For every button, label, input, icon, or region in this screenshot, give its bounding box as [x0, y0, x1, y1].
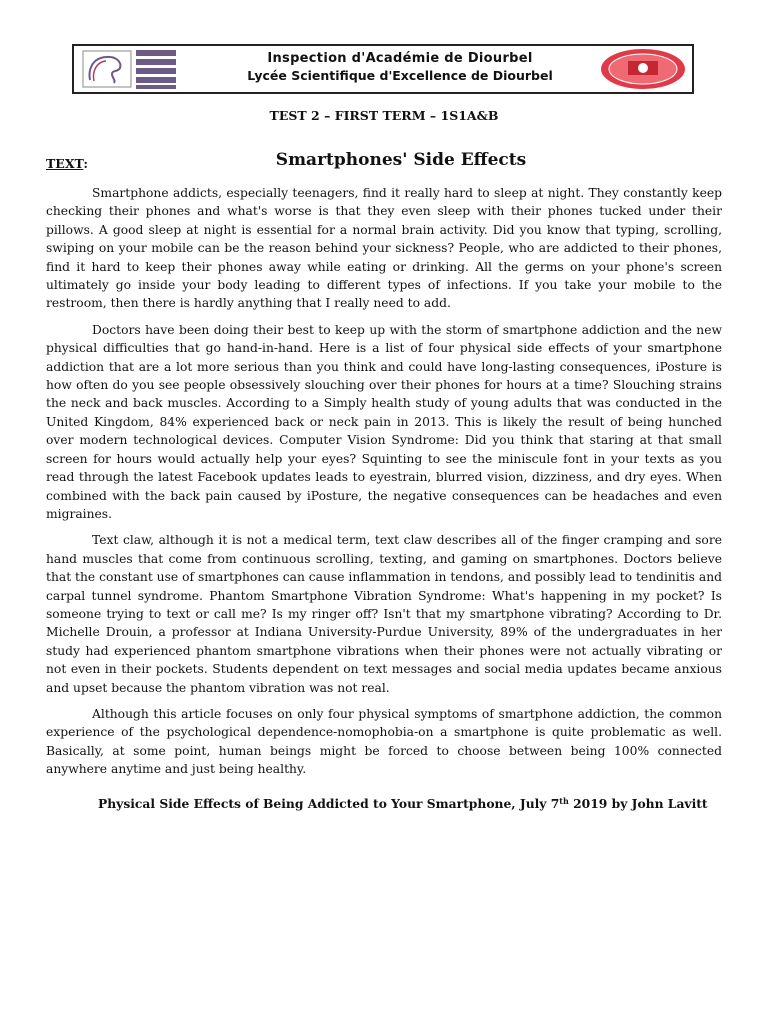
paragraph-1: Smartphone addicts, especially teenagers, find it really hard to sleep at night. They constantly keep checking their phones and what's worse is that they even sleep with their phones tucked under their pillows. A good sleep at night is essential for a normal brain activity. Did you know that typing, scrolling, swiping on your mobile can be the reason behind your sickness? People, who are addicted to their phones, find it hard to keep their phones away while eating or drinking. All the germs on your phone's screen ultimately go inside your body leading to different types of infections. If you take your mobile to the restroom, then there is hardly anything that I really need to add.: [46, 186, 722, 311]
header-school-name: Lycée Scientifique d'Excellence de Diourbel: [247, 68, 553, 83]
paragraph-4: Although this article focuses on only four physical symptoms of smartphone addiction, the common experience of the psychological dependence-nomophobia-on a smartphone is quite problematic as well. Basically, at some point, human beings might be forced to choose between being 100% connected anywhere anytime and just being healthy.: [46, 706, 722, 777]
school-header: [72, 44, 694, 94]
academy-stripes-logo: [136, 50, 176, 90]
article-citation: [98, 796, 738, 811]
citation-superscript: th: [559, 796, 569, 806]
text-label-colon: :: [83, 156, 89, 171]
school-seal-logo: [598, 47, 688, 91]
paragraph-2: Doctors have been doing their best to keep up with the storm of smartphone addiction and the new physical difficulties that go hand-in-hand. Here is a list of four physical side effects of your smartphone addiction that are a lot more serious than you think and could have long-lasting consequences, iPosture is how often do you see people obsessively slouching over their phones for hours at a time? Slouching strains the neck and back muscles. According to a Simply health study of young adults that was conducted in the United Kingdom, 84% experienced back or neck pain in 2013. This is likely the result of being hunched over modern technological devices. Computer Vision Syndrome: Did you think that staring at that small screen for hours would actually help your eyes? Squinting to see the miniscule font in your texts as you read through the latest Facebook updates leads to eyestrain, blurred vision, dizziness, and dry eyes. When combined with the back pain caused by iPosture, the negative consequences can be headaches and even migraines.: [46, 322, 722, 521]
paragraph-3: Text claw, although it is not a medical term, text claw describes all of the finger cramping and sore hand muscles that come from continuous scrolling, texting, and gaming on smartphones. Doctors believe that the constant use of smartphones can cause inflammation in tendons, and possibly lead to tendinitis and carpal tunnel syndrome. Phantom Smartphone Vibration Syndrome: What's happening in my pocket? Is someone trying to text or call me? Is my ringer off? Isn't that my smartphone vibrating? According to Dr. Michelle Drouin, a professor at Indiana University-Purdue University, 89% of the undergraduates in her study had experienced phantom smartphone vibrations when their phones were not actually vibrating or not even in their pockets. Students dependent on text messages and social media updates became anxious and upset because the phantom vibration was not real.: [46, 533, 722, 695]
citation-author: 2019 by John Lavitt: [568, 796, 708, 811]
article-title: Smartphones' Side Effects: [275, 150, 527, 170]
test-title: TEST 2 – FIRST TERM – 1S1A&B: [269, 108, 499, 123]
text-label-word: TEXT: [46, 156, 84, 171]
article-body: [46, 184, 722, 787]
academy-profile-logo: [82, 50, 132, 88]
citation-text: Physical Side Effects of Being Addicted to Your Smartphone, July 7: [98, 796, 560, 811]
header-inspection-name: Inspection d'Académie de Diourbel: [267, 51, 533, 66]
